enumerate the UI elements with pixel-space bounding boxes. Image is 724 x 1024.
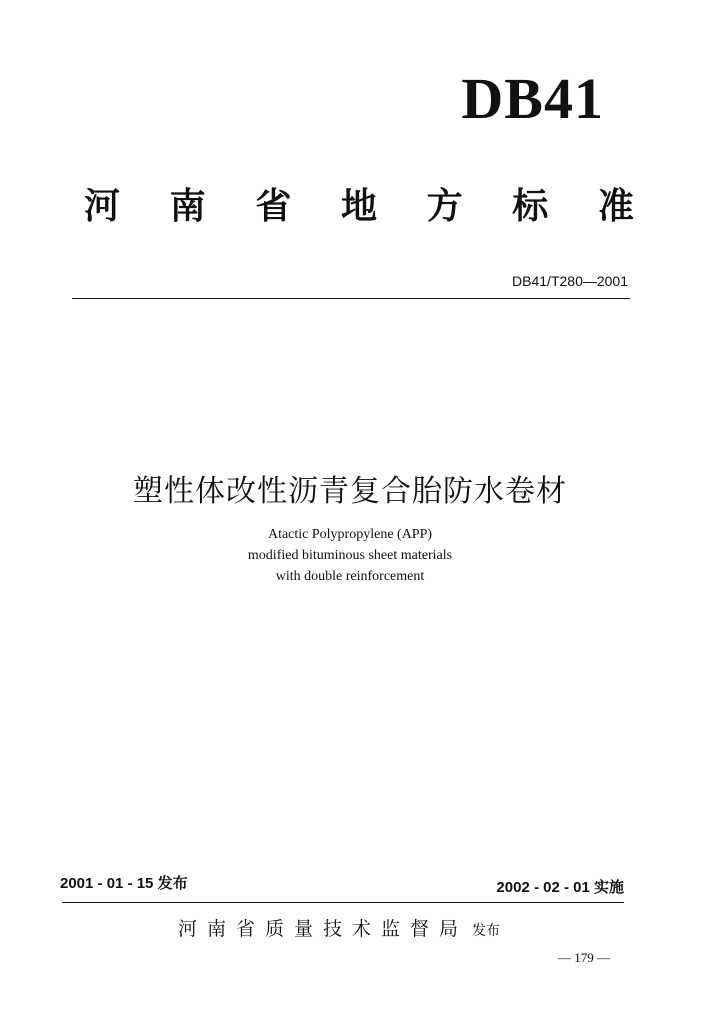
standard-type-char: 方 bbox=[426, 185, 463, 227]
issue-date: 2001 - 01 - 15 发布 bbox=[60, 875, 188, 892]
english-title-line: modified bituminous sheet materials bbox=[247, 548, 453, 563]
effective-date: 2002 - 02 - 01 实施 bbox=[496, 879, 624, 896]
english-title-line: Atactic Polypropylene (APP) bbox=[267, 527, 433, 542]
standard-type-char: 省 bbox=[255, 185, 292, 227]
standard-code: DB41 bbox=[461, 66, 604, 131]
document-title-chinese: 塑性体改性沥青复合胎防水卷材 bbox=[133, 474, 567, 509]
issuer-name: 河南省质量技术监督局 bbox=[178, 918, 469, 940]
footer-divider bbox=[62, 902, 624, 903]
page-number: — 179 — bbox=[558, 950, 610, 965]
standard-type-char: 河 bbox=[84, 185, 121, 227]
header-divider bbox=[72, 298, 630, 299]
standard-number: DB41/T280—2001 bbox=[512, 273, 628, 289]
standard-type-char: 地 bbox=[340, 185, 377, 227]
standard-type-char: 准 bbox=[597, 185, 634, 227]
issuer-tag: 发布 bbox=[472, 923, 501, 939]
english-title-line: with double reinforcement bbox=[275, 569, 425, 584]
standard-type-heading bbox=[84, 185, 634, 227]
standard-type-char: 南 bbox=[169, 185, 206, 227]
document-title-english bbox=[0, 524, 700, 587]
standard-type-char: 标 bbox=[512, 185, 549, 227]
issuer-line bbox=[178, 914, 500, 941]
